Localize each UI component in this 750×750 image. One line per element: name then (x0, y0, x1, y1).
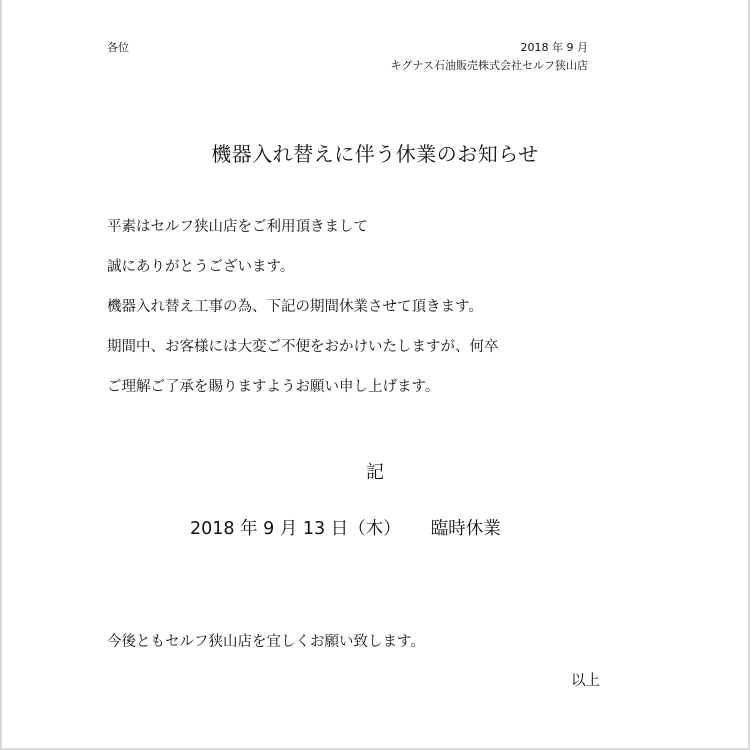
body-line: 機器入れ替え工事の為、下記の期間休業させて頂きます。 (107, 299, 483, 315)
page-edge-left (0, 0, 2, 750)
closing-text: 今後ともセルフ狭山店を宜しくお願い致します。 (107, 634, 425, 650)
ijo-sign-off: 以上 (571, 673, 600, 689)
body-line: 期間中、お客様には大変ご不便をおかけいたしますが、何卒 (107, 339, 499, 355)
closure-line (190, 515, 501, 540)
body-line: 平素はセルフ狭山店をご利用頂きまして (107, 219, 368, 235)
header-date: 2018 年 9 月 (520, 41, 588, 54)
closure-label: 臨時休業 (430, 519, 501, 539)
body-line: ご理解ご了承を賜りますようお願い申し上げます。 (107, 379, 440, 395)
recipient: 各位 (107, 41, 129, 54)
body-line: 誠にありがとうございます。 (107, 259, 295, 275)
document-title: 機器入れ替えに伴う休業のお知らせ (211, 142, 539, 166)
body-text (107, 216, 499, 416)
ki-heading: 記 (366, 462, 384, 483)
closure-date: 2018 年 9 月 13 日（木） (190, 519, 401, 539)
issuer: キグナス石油販売株式会社セルフ狭山店 (390, 59, 588, 72)
